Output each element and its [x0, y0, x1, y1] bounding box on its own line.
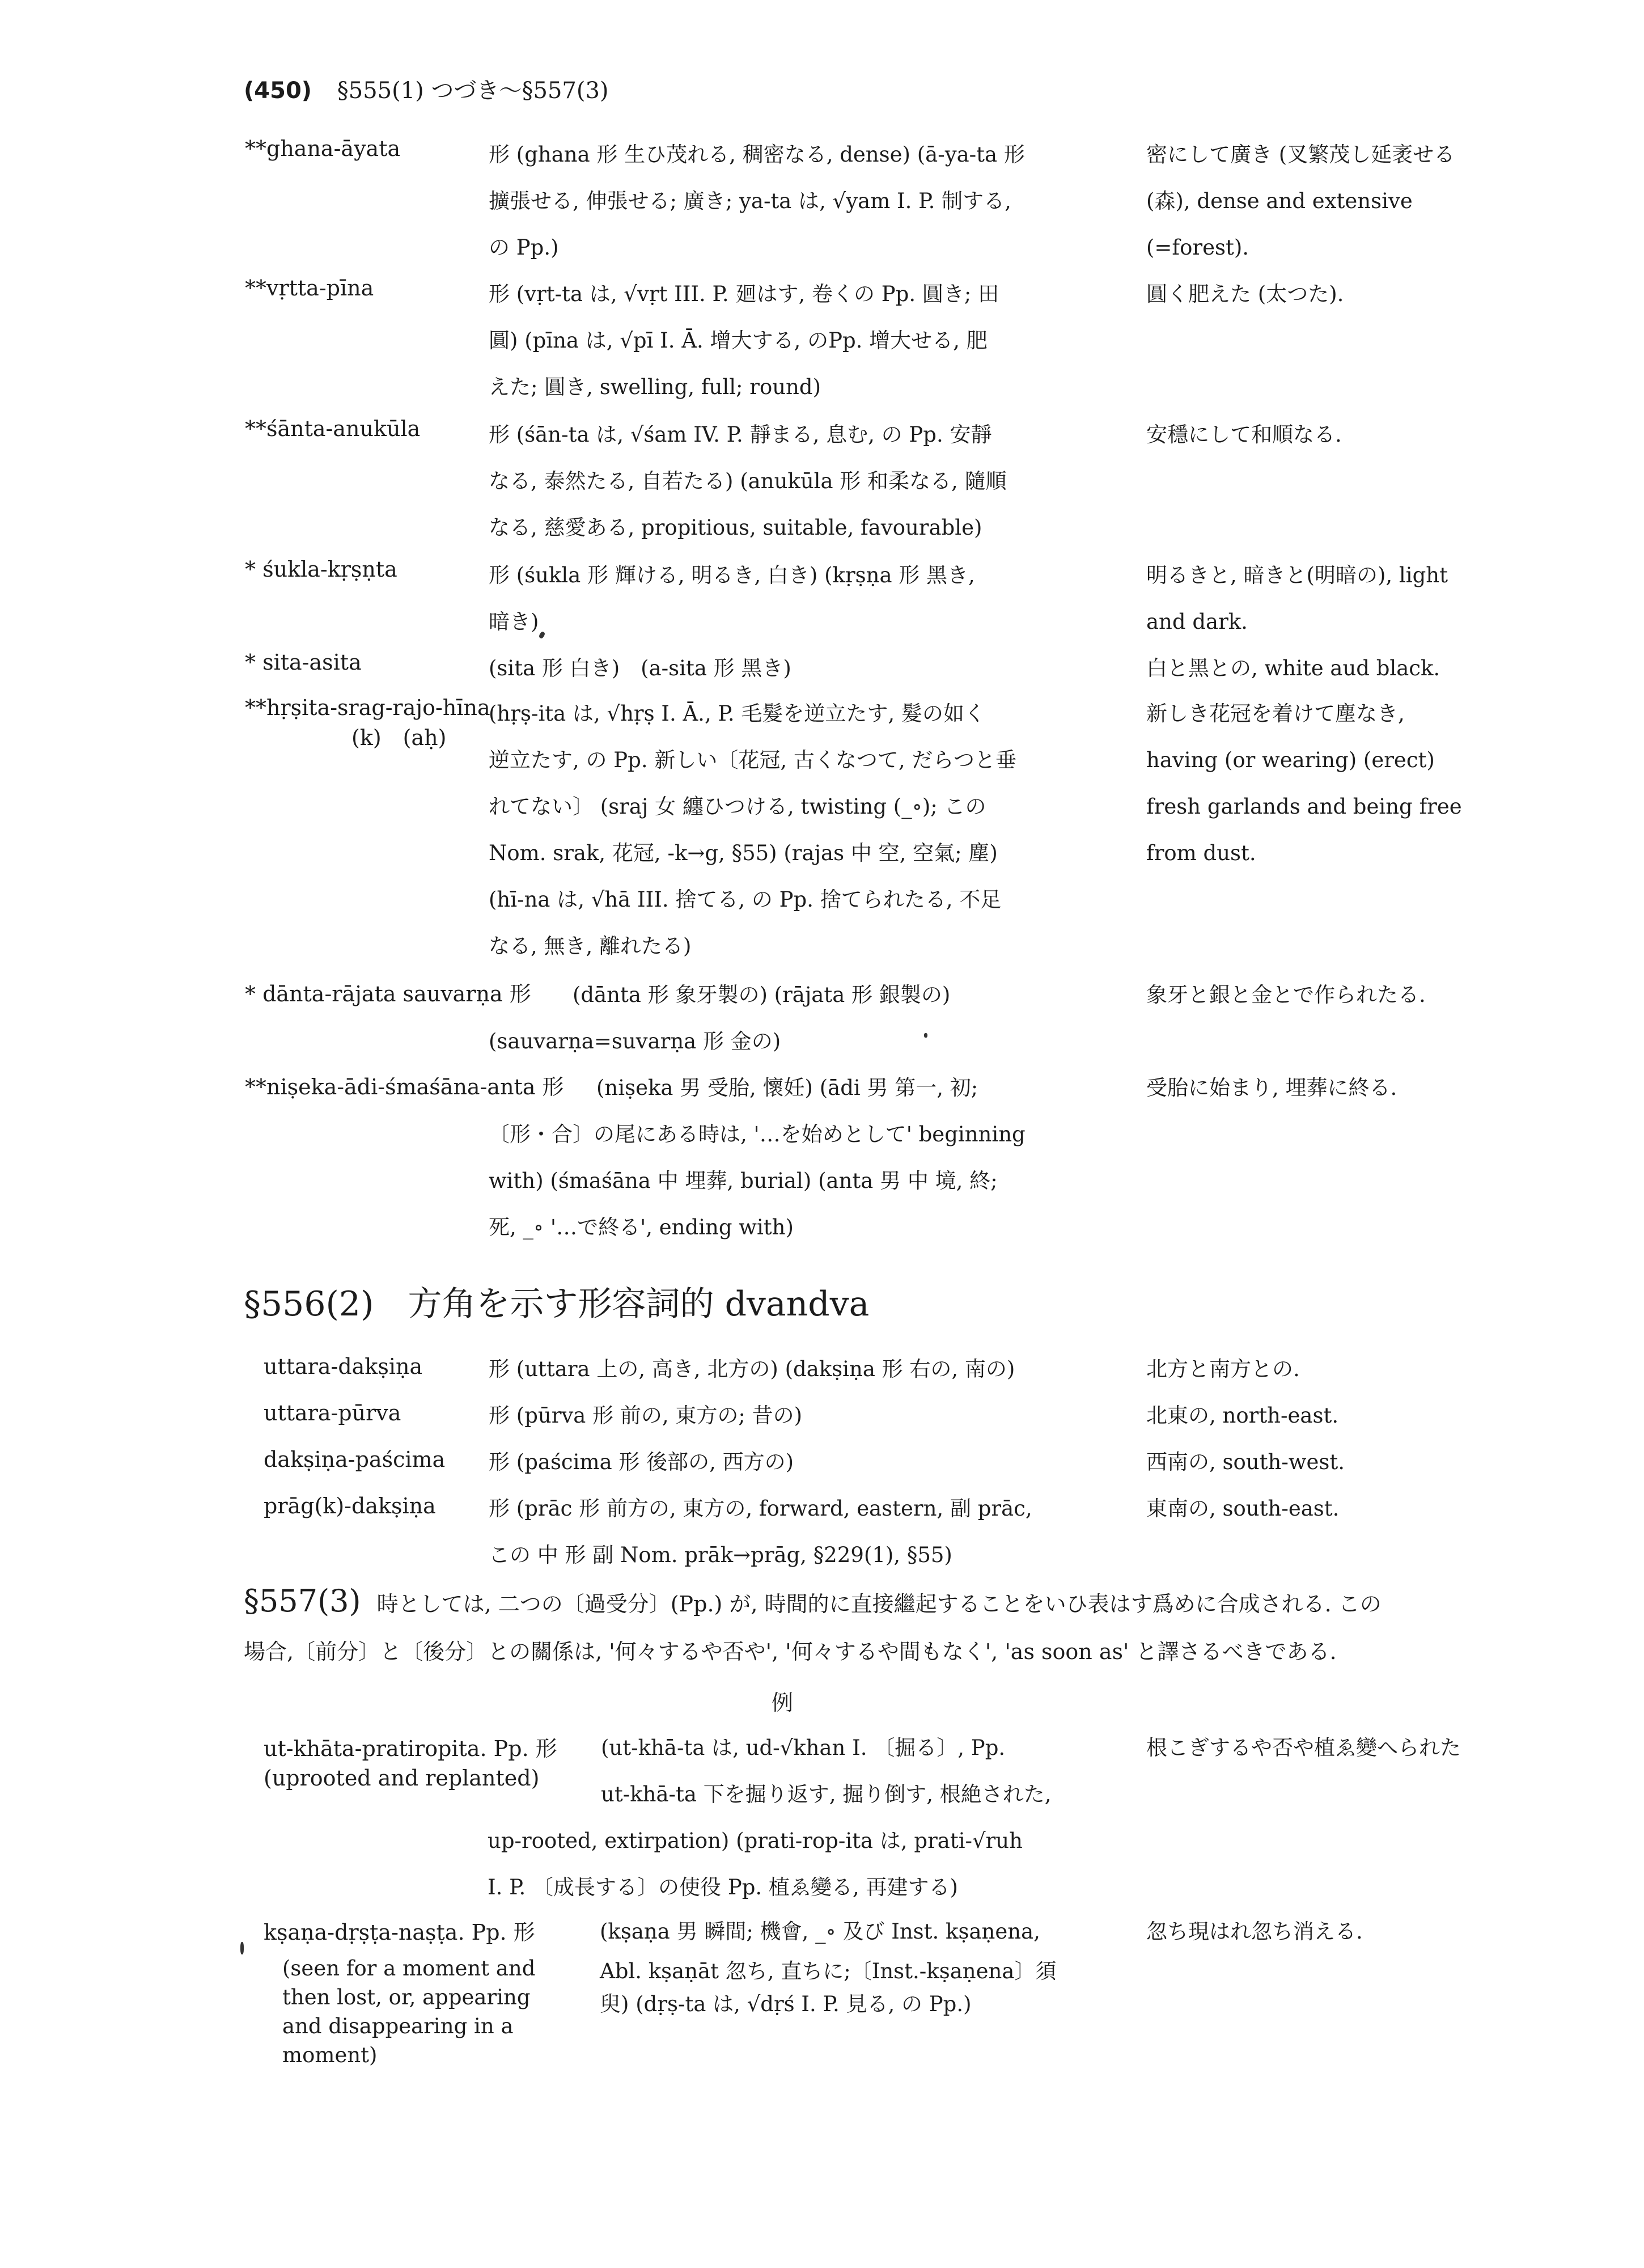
gloss-line: の Pp.) — [489, 235, 559, 260]
example-translation — [1146, 1909, 1498, 1955]
entry-gloss — [489, 1065, 1118, 1251]
entry-gloss — [489, 972, 1117, 1065]
translation-line: 白と黑との, white aud black. — [1146, 656, 1440, 680]
gloss-line: 擴張せる, 伸張せる; 廣き; ya-ta は, √yam I. P. 制する, — [489, 189, 1011, 213]
section-556-title: §556(2) 方角を示す形容詞的 dvandva — [244, 1284, 870, 1324]
gloss-line: 暗き) — [489, 610, 539, 634]
translation-line: 新しき花冠を着けて塵なき, — [1146, 701, 1405, 726]
gloss-line: (hī-na は, √hā III. 捨てる, の Pp. 捨てられたる, 不足 — [489, 887, 1002, 912]
translation-line: 東南の, south-east. — [1146, 1496, 1340, 1521]
gloss-line: I. P. 〔成長する〕の使役 Pp. 植ゑ變る, 再建する) — [488, 1875, 958, 1899]
gloss-line: 形 (prāc 形 前方の, 東方の, forward, eastern, 副 prāc, — [489, 1496, 1032, 1521]
gloss-line: 圓) (pīna は, √pī I. Ā. 增大する, のPp. 增大せる, 肥 — [489, 328, 988, 353]
body-line: §557(3) 時としては, 二つの〔過受分〕(Pp.) が, 時間的に直接繼起することをいひ表はす爲めに合成される. この — [244, 1583, 1382, 1619]
entry-headword: **śānta-anukūla — [245, 416, 421, 441]
entry-translation — [1146, 1065, 1498, 1111]
gloss-line: with) (śmaśāna 中 埋葬, burial) (anta 男 中 境, 終; — [489, 1169, 998, 1193]
entry-headword: prāg(k)-dakṣiṇa — [264, 1493, 436, 1518]
entry-headword: uttara-pūrva — [264, 1400, 401, 1425]
gloss-line: れてない〕 (sraj 女 纏ひつける, twisting (_∘); この — [489, 794, 986, 819]
translation-line: fresh garlands and being free — [1146, 794, 1462, 819]
gloss-line: この 中 形 副 Nom. prāk→prāg, §229(1), §55) — [489, 1543, 952, 1567]
gloss-line: (sita 形 白き) (a-sita 形 黑き) — [489, 656, 791, 680]
gloss-line: (niṣeka 男 受胎, 懷妊) (ādi 男 第一, 初; — [596, 1076, 978, 1100]
entry-headword: **hṛṣita-srag-rajo-hīna — [245, 695, 490, 720]
translation-line: 密にして廣き (叉繁茂し延袤せる — [1146, 142, 1455, 167]
entry-headword: **ghana-āyata — [245, 136, 401, 161]
translation-line: 根こぎするや否や植ゑ變へられた — [1146, 1736, 1461, 1760]
gloss-line: えた; 圓き, swelling, full; round) — [489, 375, 821, 399]
translation-line: 明るきと, 暗きと(明暗の), light — [1146, 563, 1448, 587]
entry-gloss — [489, 1393, 1124, 1439]
example-label: 例 — [771, 1690, 793, 1715]
body-line: 場合,〔前分〕と〔後分〕との關係は, '何々するや否や', '何々するや間もなく', 'as soon as' と譯さるべきである. — [244, 1639, 1337, 1664]
translation-line: 安穩にして和順なる. — [1146, 422, 1342, 447]
entry-gloss — [489, 552, 1124, 645]
gloss-line: 形 (uttara 上の, 高き, 北方の) (dakṣiṇa 形 右の, 南の) — [489, 1357, 1015, 1381]
entry-gloss — [489, 1439, 1124, 1486]
entry-headword: **niṣeka-ādi-śmaśāna-anta 形 — [245, 1074, 564, 1099]
entry-gloss — [489, 1346, 1124, 1393]
gloss-line: 形 (pūrva 形 前の, 東方の; 昔の) — [489, 1403, 803, 1428]
entry-translation — [1146, 1346, 1498, 1393]
gloss-line: 形 (paścima 形 後部の, 西方の) — [489, 1450, 794, 1474]
entry-translation — [1146, 132, 1498, 271]
translation-line: 受胎に始まり, 埋葬に終る. — [1146, 1076, 1397, 1100]
example-translation — [1146, 1725, 1498, 1771]
section-557-body — [244, 1577, 1502, 1675]
section-557-number: §557(3) — [244, 1583, 361, 1619]
gloss-line: (dānta 形 象牙製の) (rājata 形 銀製の) — [573, 983, 951, 1007]
translation-line: from dust. — [1146, 841, 1256, 865]
gloss-line: (ut-khā-ta は, ud-√khan I. 〔掘る〕, Pp. — [601, 1736, 1006, 1760]
example-note: (uprooted and replanted) — [264, 1766, 540, 1791]
gloss-line: ut-khā-ta 下を掘り返す, 掘り倒す, 根絶された, — [601, 1782, 1052, 1806]
gloss-line: Nom. srak, 花冠, -k→g, §55) (rajas 中 空, 空氣; 塵) — [489, 841, 998, 865]
gloss-line: 形 (śān-ta は, √śam IV. P. 靜まる, 息む, の Pp. 安靜 — [489, 422, 992, 447]
translation-line: and dark. — [1146, 610, 1248, 634]
entry-headword: uttara-dakṣiṇa — [264, 1354, 423, 1379]
translation-line: 象牙と銀と金とで作られたる. — [1146, 983, 1426, 1007]
page-number: (450) — [244, 78, 312, 104]
entry-gloss — [489, 645, 1124, 692]
example-note: (seen for a moment and then lost, or, appearing and disappearing in a moment) — [282, 1956, 536, 2067]
gloss-line: (kṣaṇa 男 瞬間; 機會, _∘ 及び Inst. kṣaṇena, — [600, 1919, 1040, 1944]
entry-headword-sub: (k) (aḥ) — [351, 725, 447, 750]
example-headword: kṣaṇa-dṛṣṭa-naṣṭa. Pp. 形 — [264, 1920, 535, 1945]
translation-line: 北方と南方との. — [1146, 1357, 1300, 1381]
translation-line: 圓く肥えた (太つた). — [1146, 282, 1344, 306]
entry-translation — [1146, 271, 1498, 318]
translation-line: having (or wearing) (erect) — [1146, 748, 1435, 772]
entry-translation — [1146, 412, 1498, 458]
gloss-line: (sauvarṇa=suvarṇa 形 金の) — [489, 1029, 781, 1053]
entry-translation — [1146, 1393, 1498, 1439]
translation-line: 忽ち現はれ忽ち消える. — [1146, 1919, 1363, 1944]
entry-headword: * śukla-kṛṣṇta — [245, 557, 397, 582]
gloss-line: 形 (śukla 形 輝ける, 明るき, 白き) (kṛṣṇa 形 黑き, — [489, 563, 975, 587]
entry-translation — [1146, 1439, 1498, 1486]
entry-gloss — [489, 271, 1124, 411]
example-headword: ut-khāta-pratiropita. Pp. 形 — [264, 1736, 557, 1761]
entry-translation — [1146, 691, 1498, 877]
running-head — [244, 73, 609, 105]
example-gloss — [488, 1725, 1122, 1911]
gloss-line: 〔形・合〕の尾にある時は, '…を始めとして' beginning — [489, 1122, 1026, 1146]
entry-headword: * dānta-rājata sauvarṇa 形 — [245, 981, 531, 1006]
gloss-line: (hṛṣ-ita は, √hṛṣ I. Ā., P. 毛髮を逆立たす, 髮の如く — [489, 701, 985, 726]
entry-headword: **vṛtta-pīna — [245, 276, 374, 301]
translation-line: 西南の, south-west. — [1146, 1450, 1345, 1474]
translation-line: (森), dense and extensive — [1146, 189, 1413, 213]
entry-translation — [1146, 645, 1498, 692]
section-range: §555(1) つづき～§557(3) — [337, 78, 609, 104]
gloss-line: 死, _∘ '…で終る', ending with) — [489, 1215, 794, 1239]
example-gloss — [600, 1909, 1127, 2021]
entry-translation — [1146, 1486, 1498, 1532]
scan-speck — [924, 1033, 927, 1038]
gloss-line: 形 (vṛt-ta は, √vṛt III. P. 廻はす, 卷くの Pp. 圓き; 田 — [489, 282, 999, 306]
entry-translation — [1146, 552, 1498, 645]
entry-gloss — [489, 1486, 1124, 1579]
gloss-line: なる, 無き, 離れたる) — [489, 934, 692, 958]
gloss-line: 逆立たす, の Pp. 新しい〔花冠, 古くなつて, だらつと垂 — [489, 748, 1017, 772]
entry-translation — [1146, 972, 1498, 1018]
entry-gloss — [489, 132, 1124, 271]
gloss-line: Abl. kṣaṇāt 忽ち, 直ちに;〔Inst.-kṣaṇena〕須 — [600, 1959, 1057, 1983]
translation-line: 北東の, north-east. — [1146, 1403, 1339, 1428]
scan-speck — [240, 1942, 244, 1954]
gloss-line: 形 (ghana 形 生ひ茂れる, 稠密なる, dense) (ā-ya-ta 形 — [489, 142, 1025, 167]
gloss-line: up-rooted, extirpation) (prati-rop-ita は, prati-√ruh — [488, 1829, 1023, 1853]
entry-headword: dakṣiṇa-paścima — [264, 1447, 446, 1472]
gloss-line: なる, 慈愛ある, propitious, suitable, favourable) — [489, 515, 982, 540]
entry-gloss — [489, 412, 1124, 551]
gloss-line: なる, 泰然たる, 自若たる) (anukūla 形 和柔なる, 隨順 — [489, 469, 1007, 493]
entry-gloss — [489, 691, 1124, 970]
entry-headword: * sita-asita — [245, 650, 362, 675]
translation-line: (=forest). — [1146, 235, 1249, 260]
gloss-line: 臾) (dṛṣ-ta は, √dṛś I. P. 見る, の Pp.) — [600, 1992, 972, 2016]
